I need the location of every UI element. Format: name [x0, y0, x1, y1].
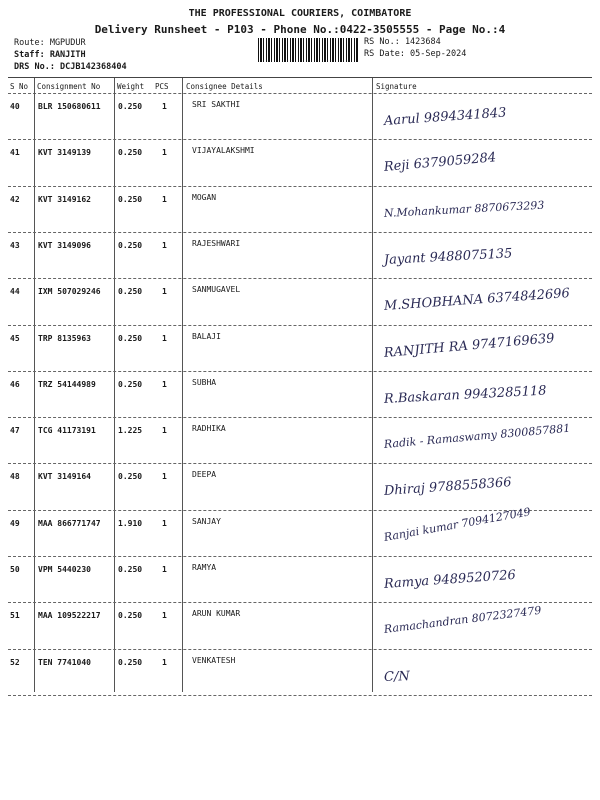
row-pcs: 1 [162, 565, 167, 574]
row-consignee: VIJAYALAKSHMI [192, 146, 255, 156]
col-header-consignee: Consignee Details [186, 82, 263, 91]
row-pcs: 1 [162, 426, 167, 436]
row-sno: 46 [10, 379, 20, 389]
row-weight: 0.250 [118, 194, 143, 204]
col-header-pcs: PCS [155, 82, 169, 91]
row-divider [8, 695, 592, 696]
row-divider [8, 232, 592, 233]
row-divider [8, 463, 592, 464]
row-pcs: 1 [162, 657, 167, 667]
row-pcs: 1 [162, 194, 167, 204]
row-weight: 0.250 [118, 240, 143, 250]
header-bottom-rule [8, 93, 592, 94]
table-top-rule [8, 77, 592, 78]
col-divider [114, 78, 115, 692]
row-pcs: 1 [162, 518, 167, 528]
row-weight: 0.250 [118, 472, 143, 482]
route-text: Route: MGPUDUR [14, 38, 86, 48]
barcode-image [258, 38, 358, 62]
row-consignee: MOGAN [192, 192, 217, 202]
row-sno: 42 [10, 194, 20, 204]
row-signature: Radik - Ramaswamy 8300857881 [383, 421, 571, 452]
row-signature: N.Mohankumar 8870673293 [383, 198, 545, 220]
row-signature: RANJITH RA 9747169639 [383, 330, 556, 361]
row-sno: 47 [10, 426, 20, 436]
row-consignee: RAJESHWARI [192, 238, 241, 248]
row-sno: 41 [10, 148, 20, 158]
row-signature: Jayant 9488075135 [383, 246, 513, 268]
row-weight: 0.250 [118, 102, 143, 111]
row-signature: Ranjai kumar 7094127049 [382, 504, 532, 544]
row-signature: Aarul 9894341843 [383, 105, 507, 129]
row-signature: Ramya 9489520726 [383, 567, 517, 592]
row-weight: 0.250 [118, 287, 143, 297]
row-consignee: BALAJI [192, 331, 221, 341]
row-consignee: SUBHA [192, 377, 217, 387]
row-consignment-no: KVT 3149096 [38, 240, 91, 250]
col-divider [182, 78, 183, 692]
row-sno: 43 [10, 240, 20, 250]
row-consignment-no: TEN 7741040 [38, 657, 91, 667]
row-consignment-no: KVT 3149164 [38, 472, 91, 482]
row-weight: 0.250 [118, 611, 143, 621]
row-sno: 48 [10, 472, 20, 482]
row-weight: 0.250 [118, 333, 143, 343]
row-divider [8, 417, 592, 418]
col-header-consignment: Consignment No [37, 82, 101, 91]
row-consignee: VENKATESH [192, 655, 236, 665]
row-sno: 52 [10, 657, 20, 667]
row-signature: Dhiraj 9788558366 [383, 475, 513, 500]
row-weight: 0.250 [118, 148, 143, 158]
col-header-weight: Weight [117, 82, 145, 91]
col-header-sno: S No [10, 82, 29, 91]
row-sno: 44 [10, 287, 20, 297]
row-pcs: 1 [162, 611, 167, 621]
row-divider [8, 139, 592, 140]
row-signature: R.Baskaran 9943285118 [383, 383, 547, 407]
row-signature: M.SHOBHANA 6374842696 [383, 286, 571, 315]
row-consignment-no: KVT 3149162 [38, 194, 91, 204]
row-consignment-no: MAA 109522217 [38, 611, 101, 621]
row-weight: 1.225 [118, 426, 143, 436]
row-consignment-no: IXM 507029246 [38, 287, 101, 297]
runsheet-subtitle: Delivery Runsheet - P103 - Phone No.:0422-3505555 - Page No.:4 [94, 23, 506, 36]
row-consignment-no: BLR 150680611 [38, 102, 101, 111]
row-consignment-no: KVT 3149139 [38, 148, 91, 158]
col-header-signature: Signature [376, 82, 417, 91]
rs-date: RS Date: 05-Sep-2024 [364, 49, 467, 59]
row-consignee: DEEPA [192, 470, 217, 480]
row-consignment-no: TCG 41173191 [38, 426, 96, 436]
row-pcs: 1 [162, 148, 167, 158]
row-sno: 40 [10, 102, 20, 111]
row-sno: 51 [10, 611, 20, 621]
row-consignee: SANMUGAVEL [192, 285, 241, 295]
row-divider [8, 325, 592, 326]
row-pcs: 1 [162, 240, 167, 250]
row-pcs: 1 [162, 379, 167, 389]
row-sno: 50 [10, 565, 20, 574]
row-divider [8, 278, 592, 279]
row-pcs: 1 [162, 102, 167, 111]
col-divider [34, 78, 35, 692]
row-weight: 1.910 [118, 518, 143, 528]
col-divider [372, 78, 373, 692]
row-weight: 0.250 [118, 565, 143, 574]
row-consignee: RADHIKA [192, 424, 226, 434]
row-divider [8, 602, 592, 603]
rs-number: RS No.: 1423684 [364, 37, 441, 47]
staff-text: Staff: RANJITH [14, 50, 86, 60]
row-signature: Ramachandran 8072327479 [383, 604, 543, 637]
row-pcs: 1 [162, 333, 167, 343]
row-consignment-no: MAA 866771747 [38, 518, 101, 528]
row-consignee: ARUN KUMAR [192, 609, 241, 619]
row-divider [8, 556, 592, 557]
row-divider [8, 371, 592, 372]
row-consignee: SRI SAKTHI [192, 100, 241, 109]
row-pcs: 1 [162, 287, 167, 297]
row-sno: 49 [10, 518, 20, 528]
row-signature: C/N [383, 668, 410, 685]
row-signature: Reji 6379059284 [383, 150, 497, 176]
row-sno: 45 [10, 333, 20, 343]
row-consignment-no: TRZ 54144989 [38, 379, 96, 389]
row-consignment-no: VPM 5440230 [38, 565, 91, 574]
drs-number: DRS No.: DCJB142368404 [14, 62, 127, 72]
row-consignee: RAMYA [192, 563, 217, 572]
row-pcs: 1 [162, 472, 167, 482]
company-title: THE PROFESSIONAL COURIERS, COIMBATORE [188, 8, 412, 19]
row-divider [8, 186, 592, 187]
row-weight: 0.250 [118, 657, 143, 667]
row-consignee: SANJAY [192, 516, 221, 526]
row-weight: 0.250 [118, 379, 143, 389]
row-consignment-no: TRP 8135963 [38, 333, 91, 343]
row-divider [8, 649, 592, 650]
